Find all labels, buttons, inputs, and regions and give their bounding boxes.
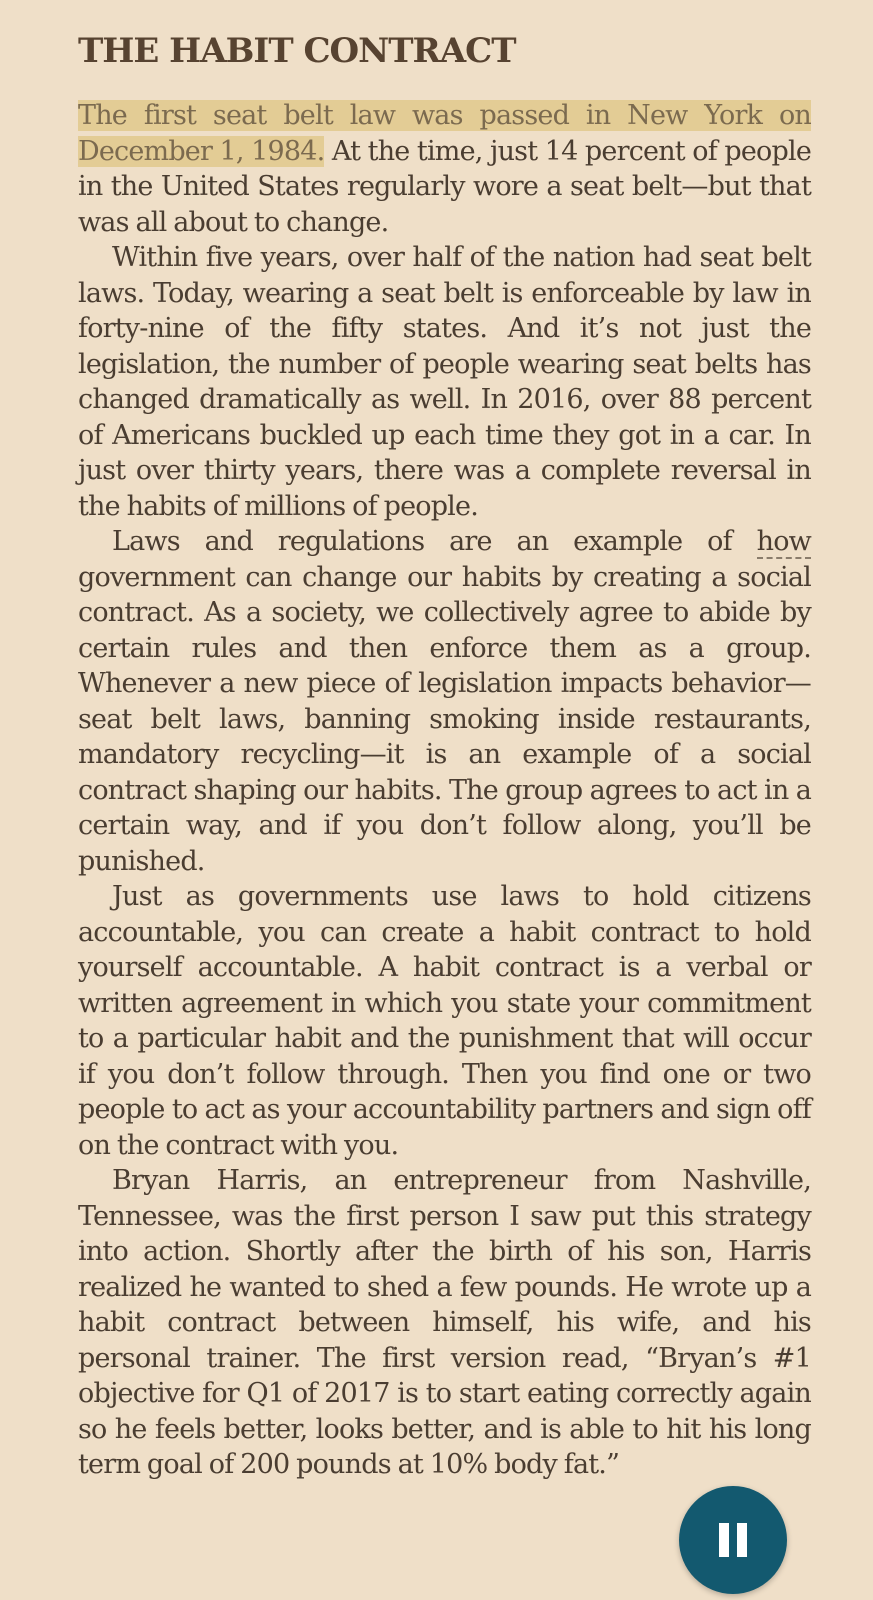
dotted-underline-word[interactable]: how [756, 526, 811, 557]
chapter-title: THE HABIT CONTRACT [78, 31, 516, 71]
chapter-body [78, 98, 811, 1483]
paragraph-1-text: At the time, just 14 percent of people in the United States regularly wore a seat belt—but that was all about to change. [78, 135, 812, 238]
pause-bar-left [719, 1523, 729, 1557]
paragraph-5: Bryan Harris, an entrepreneur from Nashville, Tennessee, was the first person I saw put this strategy into action. Shortly after the birth of his son, Harris realized he wanted to shed a few pounds. He wrote up a habit contract between himself, his wife, and his personal trainer. The first version read, “Bryan’s #1 objective for Q1 of 2017 is to start eating correctly again so he feels better, looks better, and is able to hit his long term goal of 200 pounds at 10% body fat.” [78, 1165, 811, 1480]
pause-button[interactable] [679, 1486, 787, 1594]
pause-icon [715, 1523, 751, 1557]
text-highlight[interactable]: The first seat belt law was passed in New York on December 1, 1984. [78, 100, 811, 167]
paragraph-2: Within five years, over half of the nation had seat belt laws. Today, wearing a seat belt is enforceable by law in forty-nine of the fifty states. And it’s not just the legislation, the number of people wearing seat belts has changed dramatically as well. In 2016, over 88 percent of Americans buckled up each time they got in a car. In just over thirty years, there was a complete reversal in the habits of millions of people. [78, 242, 811, 522]
paragraph-3-text-after: government can change our habits by creating a social contract. As a society, we collectively agree to abide by certain rules and then enforce them as a group. Whenever a new piece of legislation impacts behavior—seat belt laws, banning smoking inside restaurants, mandatory recycling—it is an example of a social contract shaping our habits. The group agrees to act in a certain way, and if you don’t follow along, you’ll be punished. [78, 561, 811, 877]
pause-bar-right [737, 1523, 747, 1557]
paragraph-3-text-before: Laws and regulations are an example of [112, 526, 757, 557]
paragraph-4: Just as governments use laws to hold citizens accountable, you can create a habit contract to hold yourself accountable. A habit contract is a verbal or written agreement in which you state your commitment to a particular habit and the punishment that will occur if you don’t follow through. Then you find one or two people to act as your accountability partners and sign off on the contract with you. [78, 881, 811, 1161]
paragraph-1 [78, 98, 811, 240]
reader-page [78, 26, 811, 1483]
paragraph-3 [78, 524, 811, 879]
